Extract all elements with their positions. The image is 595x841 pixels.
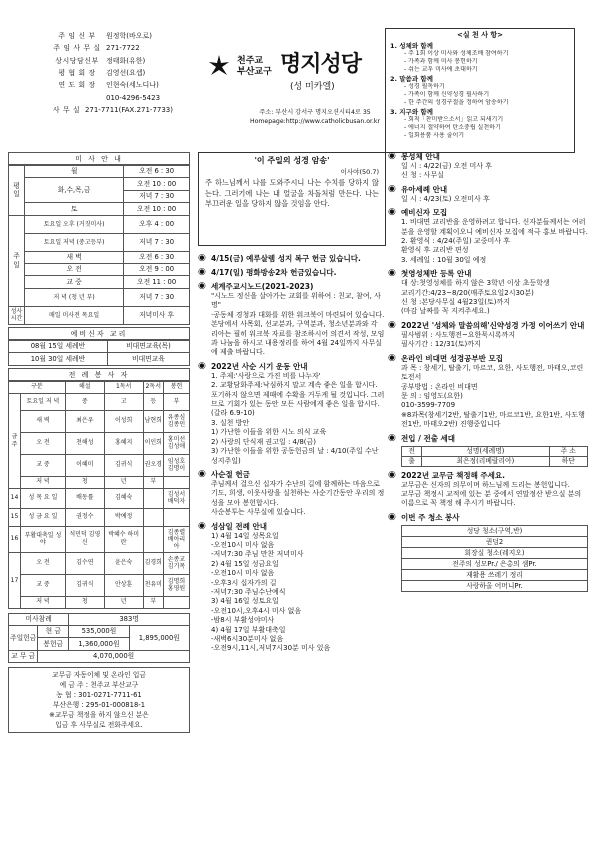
bullet-icon: ◉	[388, 352, 396, 363]
bullet-icon: ◉	[198, 468, 206, 479]
mass-table: 평일 월 오전 6 : 30 화,수,목,금 오전 10 : 00 저녁 7 : 30 토 오전 10 : 00 주일 토요일 오후 (거짓미사) 오후 4 : 00 토요일 저녁 (중고등부) 저녁 7 : 30 새 벽 오전 6 : 30 오 전 오전 9 : 00 교 중 오전 11 : 00 저 녁 (청 년 부) 저녁 7 : 30 성사시간 매일 미사전 목요일 저녁미사 후	[8, 165, 190, 325]
info-row: 010-4296-5423	[106, 93, 161, 102]
catechumen-table: 08월 15일 세례반 비대면교육(목) 10월 30일 세례반 비대면교육	[8, 340, 190, 366]
verse-text: 주 하느님께서 나를 도와주시니 나는 수치를 당하지 않는다. 그러기에 나는 내 얼굴을 차돌처럼 만든다. 나는 부끄러운 일을 당하지 않을 것임을 안다.	[205, 178, 379, 209]
notice-item: ◉ 봉성체 안내 일 시 : 4/22(금) 오전 미사 후 신 청 : 사무실	[388, 151, 492, 180]
middle-column	[198, 152, 386, 654]
bullet-icon: ◉	[388, 151, 396, 161]
bullet-icon: ◉	[198, 253, 206, 263]
info-row: 연 도 회 장 인현숙(세노디나)	[58, 81, 159, 90]
bullet-icon: ◉	[388, 511, 396, 522]
notice-item: ◉ 2022년 사순 시기 운동 안내 1. 주제:'사랑으로 가진 비를 나누자' 2. 교황담화주제:낙심하지 말고 계속 좋은 일을 합시다. 포기하지 않으면 제때에 수확을 거두게 될 것입니다. 그러므로 기회가 있는 동안 모든 사람에게 좋은 일을 합시다.(갈라 6.9-10) 3. 실천 방안 1) 가난한 이들을 위한 시노 의식 교육 2) 사랑의 단식재 권고일 : 4/8(금) 3) 가난한 이들을 위한 공동헌금의 날 : 4/10(주일 수난 성지주일)	[198, 360, 385, 465]
account-box: 교무금 자동이체 및 온라인 입금 예 금 주 : 천주교 부산교구 농 협 : 301-0271-7711-61 부산은행 : 295-01-000818-1 ※교무금 책정을 하지 않으신 분은 입금 후 사무실로 전화주세요.	[8, 667, 190, 733]
verse-box	[198, 152, 386, 246]
catechumen-title: 예비신자 교리	[8, 327, 190, 340]
servers-title: 전 례 봉 사 자	[8, 368, 190, 381]
practice-title: <실 천 사 항>	[456, 31, 504, 39]
notice-item: ◉ 성삼일 전례 안내 1) 4월 14일 성목요일 -오전10시 미사 없음 -저녁7:30 주님 만찬 저녁미사 2) 4월 15일 성금요일 -오전10시 미사 없음 -오후3시 십자가의 길 -저녁7:30 주님수난예식 3) 4월 16일 성토요일 -오전10시,오후4시 미사 없음 -밤8시 부활성야미사 4) 4월 17일 부활대축일 -새벽6시30분미사 없음 -오전9시,11시,저녁7시30분 미사 있음	[198, 520, 331, 653]
verse-title: '이 주일의 성경 암송'	[254, 156, 330, 165]
notice-item: ◉ 첫영성체반 등록 안내 대 상:첫영성체를 하지 않은 3학년 이상 초등학생 교리기간:4/23~8/20(매주토요일2시30분) 신 청 :본당사무실 4월23일(토)까지 (마감 날짜를 꼭 지켜주세요.)	[388, 268, 550, 316]
mass-title: 미 사 안 내	[8, 152, 190, 165]
move-table: 전 성명(세례명) 주 소 출 최은정(리베랄리아) 하단	[401, 446, 588, 467]
org-name: 천주교 부산교구	[237, 56, 272, 77]
bullet-icon: ◉	[388, 469, 396, 480]
notice-item: ◉ 온라인 비대면 성경공부반 모집 과 목 : 창세기, 탈출기, 마르코, 요한, 사도행전, 마태오,코린토전서 공부방법 : 온라인 비대면 문 의 : 임영도(요한) 010-3599-7709 ※8과목(창세기2반, 탈출기1반, 마르코1반, 요한1반, 사도행전1반, 마태오2반) 진행중입니다	[388, 352, 585, 429]
notice-item: ◉ 사순절 헌금 주님께서 걸으신 십자가 수난의 길에 함께하는 마음으로 기도, 희생, 이웃사랑을 실천하는 사순기간동안 우리의 정성을 모아 봉헌합시다. 사순봉투는 사무실에 있습니다.	[198, 468, 385, 517]
info-row: 주 임 신 부 원정학(바오로)	[58, 31, 153, 40]
notice-item: ◉ 유아세례 안내 일 시 : 4/23(토) 오전미사 후	[388, 183, 490, 203]
right-column	[388, 152, 588, 592]
notice-item: ◉ 이번 주 청소 봉사 성당 청소(구역,반) 퀸덤2 회장실 청소(레지오) 전주의 성모Pr./ 은총의 샘Pr. 재활용 쓰레기 정리 사랑하올 어머니Pr.	[388, 513, 588, 592]
finance-table: 미사참례 383명 주일헌금 현 금 535,000원 1,895,000원 봉헌금 1,360,000원 교 무 금 4,070,000원	[8, 613, 190, 664]
notice-item: ◉ 예비신자 모집 1. 비대면 교리반을 운영하려고 합니다. 신자분들께서는 여러분을 운영할 계획이오니 예비신자 모집에 적극 홍보 바랍니다. 2. 환영식 : 4/24(주일) 교중미사 후 환영식 후 교리반 편성 3. 세례일 : 10월 30일 예정	[388, 207, 588, 264]
notice-item: ◉ 2022년 교무금 책정해 주세요. 교무금은 신자의 의무이며 하느님께 드리는 봉헌입니다. 교무금 책정시 교적에 있는 분 중에서 연말정산 받으실 분의 이름으로 꼭 책정 해 주시기 바랍니다.	[388, 469, 582, 508]
notice-item: ◉ 4/17(일) 평화방송2차 헌금있습니다.	[198, 267, 337, 277]
parish-subtitle: (성 미카엘)	[290, 82, 335, 92]
bullet-icon: ◉	[388, 207, 396, 218]
bullet-icon: ◉	[198, 520, 206, 531]
info-row: 상시당담신부 정태화(유한)	[55, 56, 146, 65]
bullet-icon: ◉	[388, 183, 396, 194]
bullet-icon: ◉	[198, 281, 206, 291]
homepage-link[interactable]: Homepage:http://www.catholicbusan.or.kr	[249, 118, 381, 125]
bullet-icon: ◉	[198, 267, 206, 277]
servers-table: 구분 해설 1독서 2독서 봉헌 금 주 토요일 저 녁 중 고 등 부 새 벽 최은우 이성희 남현희 유종심 김종민 오 전 천해성 홍혜지 이인희 홍미선 김성애 교 중 이혜미 김귀식 권오경 임성호 김명이 저 녁 청 년 부 14 성 목 요 일 배동률 김혜숙 김성서 배덕자 15 성 금 요 일 권정수 박예정 16 부활대축일 성야 석민덕 김영신 박혜수 하미란 김종렬 배아리아 17 오 전 김수연 윤은숙 김경희 손종교 김기목 교 중 김귀식 안상훈 천유미 김명희 홍영원 저 녁 청 년 부	[8, 381, 190, 609]
parish-name: 명지성당	[280, 52, 362, 77]
bullet-icon: ◉	[198, 360, 206, 371]
bullet-icon: ◉	[388, 268, 396, 279]
info-row: 주 임 사 무 실 271-7722	[53, 44, 140, 53]
info-row: 사 무 실 271-7711(FAX.271-7733)	[52, 106, 173, 115]
notice-item: ◉ 세계주교시노드(2021-2023) "시노드 정신을 살아가는 교회를 위하여 : 친교, 참여, 사명" ·공동체 경청과 대화를 위한 워크북이 마련되어 있습니다. 본당에서 사목회, 선교분과, 구역분과, 청소년분과와 각 리아는 필히 워크북 자료를 참조하시어 의견서 작성, 모임과 나눔을 하시고 내용정리를 하여 4월 24일까지 사무실에 제출 바랍니다.	[198, 281, 385, 357]
left-column	[8, 152, 190, 733]
notice-item: ◉ 2022년 '성체와 말씀의해'신약성경 가정 이어쓰기 안내 필사범위 : 사도행전~요한묵시록까지 필사기간 : 12/31(토)까지	[388, 319, 585, 349]
info-row: 평 협 회 장 김영선(요셉)	[58, 68, 146, 77]
verse-ref: 이사야(50.7)	[340, 168, 379, 176]
address: 주소: 부산시 강서구 명지오션시티4로 35 Homepage:http://www.catholicbusan.or.kr	[215, 108, 415, 126]
bullet-icon: ◉	[388, 319, 396, 330]
cleaning-table: 성당 청소(구역,반) 퀸덤2 회장실 청소(레지오) 전주의 성모Pr./ 은총의 샘Pr. 재활용 쓰레기 정리 사랑하올 어머니Pr.	[401, 525, 588, 592]
bullet-icon: ◉	[388, 432, 396, 443]
church-logo-icon	[205, 53, 233, 79]
notice-item: ◉ 전입 / 전출 세대 전 성명(세례명) 주 소 출 최은정(리베랄리아) 하단	[388, 434, 588, 467]
notice-item: ◉ 4/15(금) 예루살렘 성지 복구 헌금 있습니다.	[198, 253, 361, 263]
practice-box: <실 천 사 항> 1. 성체와 함께 - 주 1회 이상 미사와 성체조배 참여하기 - 가족과 함께 미사 봉헌하기 - 쉬는 교우 미사에 초대하기 2. 말씀과 함께 - 성경 필독하기 - 가족이 함께 신약성경 필사하기 - 한 주간의 성경구절을 정하여 암송하기 3. 지구와 함께 - 회칙「찬미받으소서」읽고 되새기기 - 에너지 절약하여 탄소중립 실천하기 - 일회용품 사용 줄이기	[385, 28, 575, 153]
parish-info	[48, 30, 173, 117]
